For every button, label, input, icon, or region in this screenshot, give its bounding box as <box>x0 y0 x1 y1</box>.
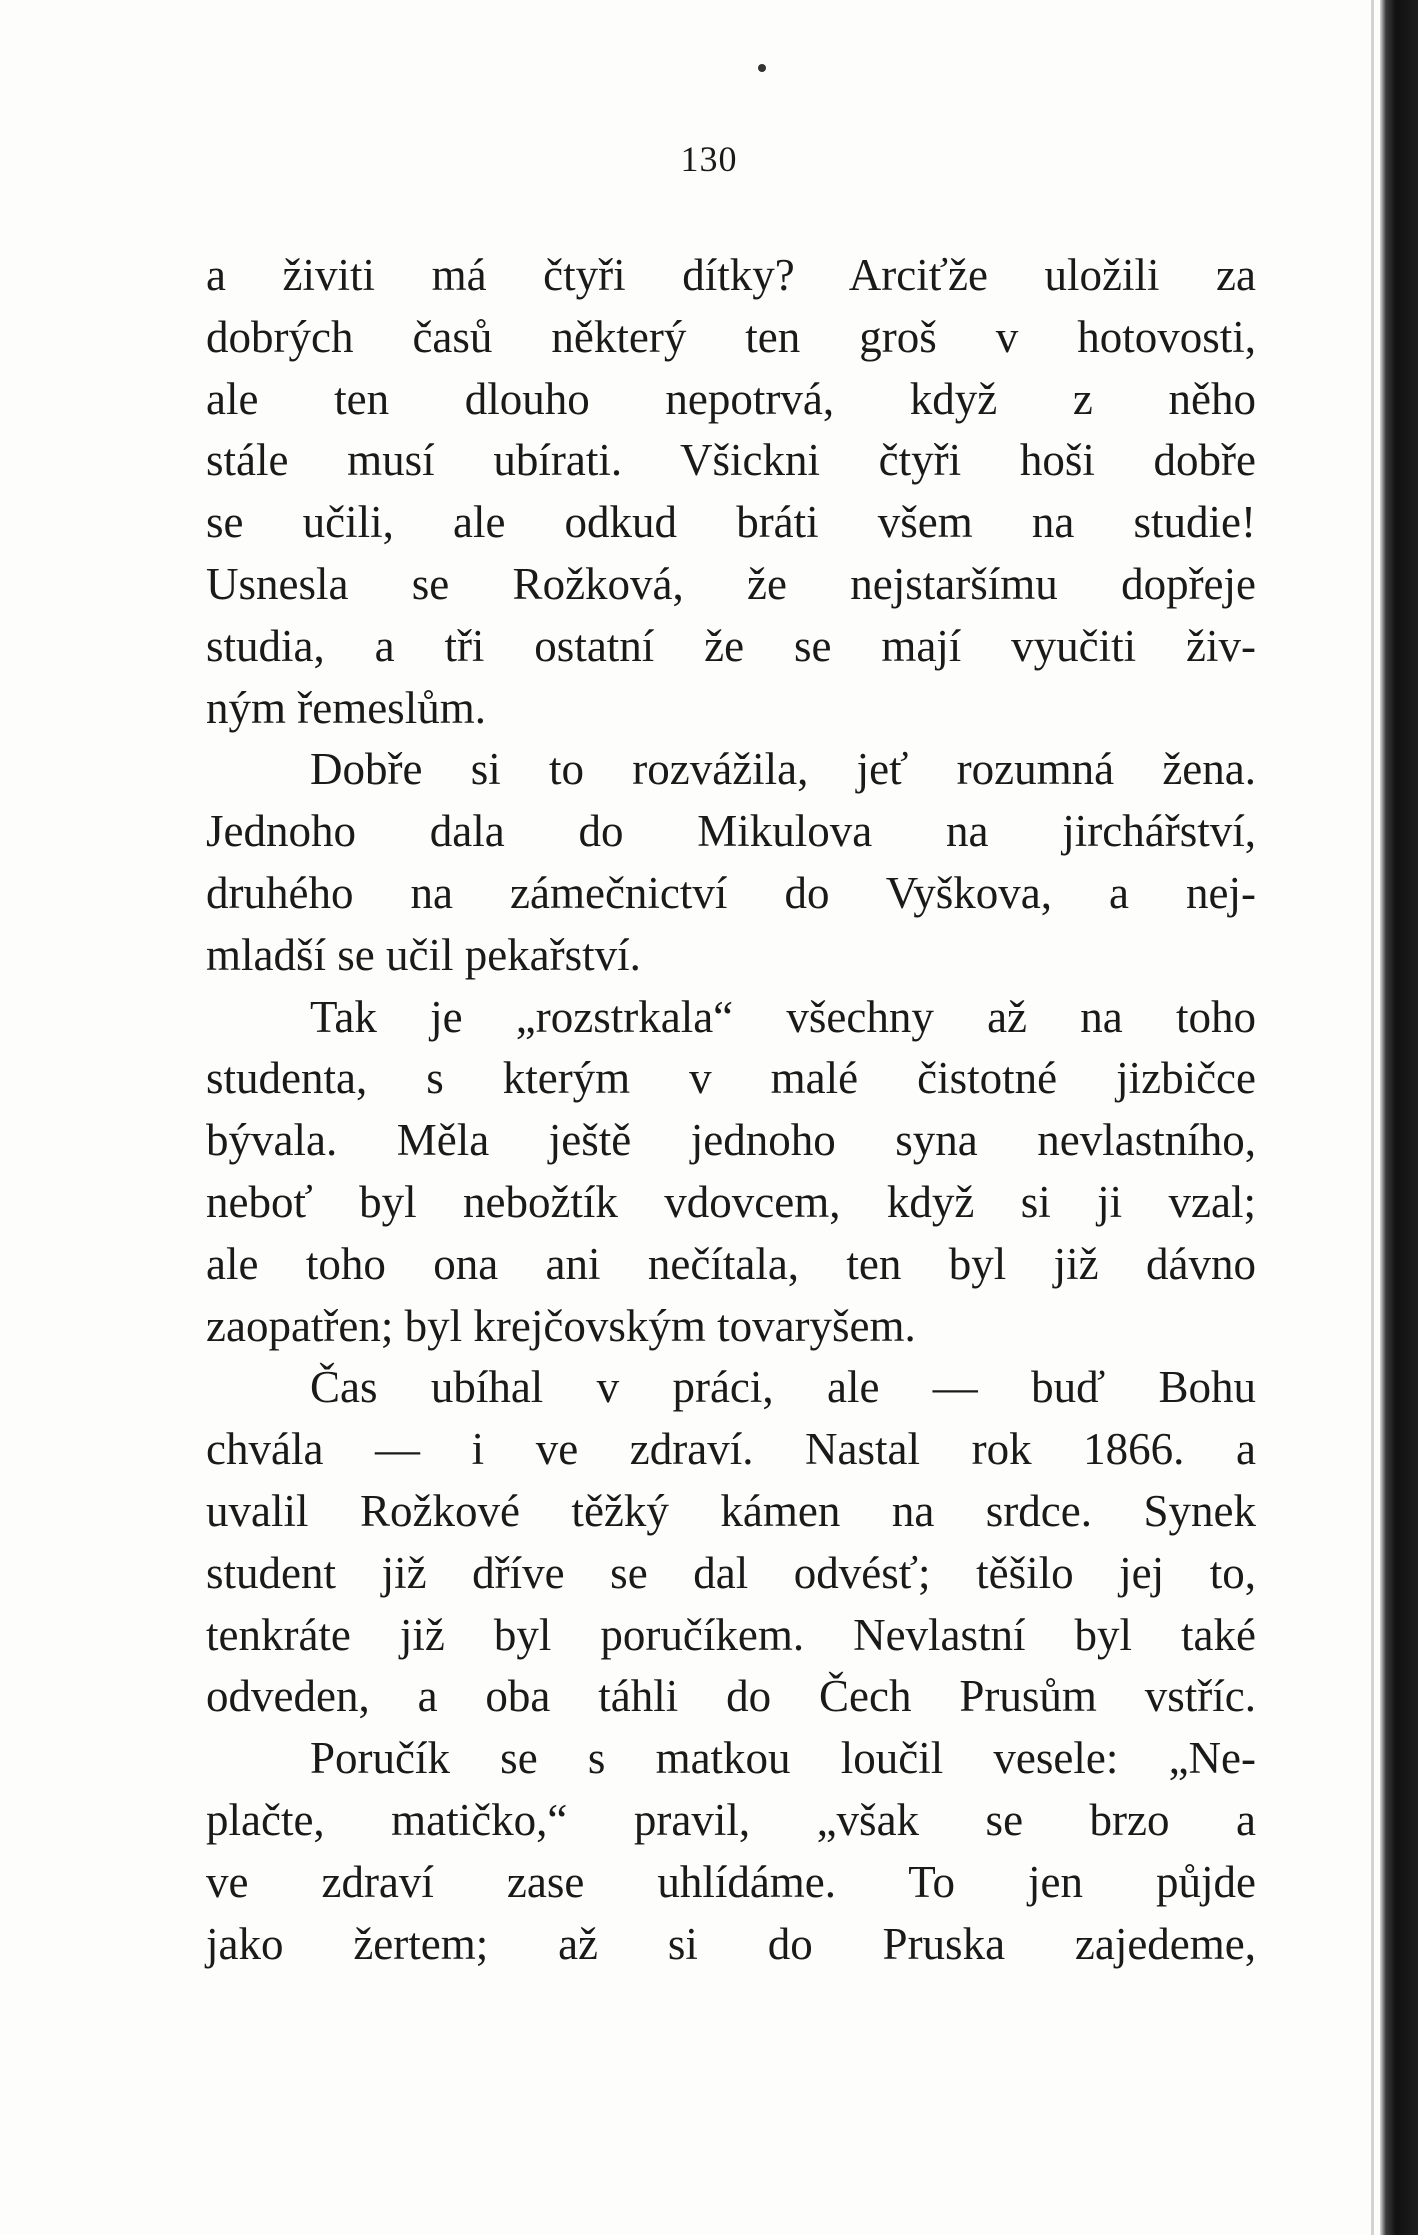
text-line: mladší se učil pekařství. <box>206 929 641 980</box>
body-text <box>206 245 1256 1975</box>
text-line: druhého na zámečnictví do Vyškova, a nej- <box>206 867 1256 918</box>
text-line: plačte, matičko,“ pravil, „však se brzo a <box>206 1794 1256 1845</box>
text-line: se učili, ale odkud bráti všem na studie! <box>206 497 1256 548</box>
text-line: chvála — i ve zdraví. Nastal rok 1866. a <box>206 1424 1256 1475</box>
text-line: studenta, s kterým v malé čistotné jizbičce <box>206 1053 1256 1104</box>
text-line: ale toho ona ani nečítala, ten byl již dávno <box>206 1238 1256 1289</box>
text-line: tenkráte již byl poručíkem. Nevlastní byl také <box>206 1609 1256 1660</box>
text-line: odveden, a oba táhli do Čech Prusům vstříc. <box>206 1671 1256 1722</box>
text-line: Jednoho dala do Mikulova na jirchářství, <box>206 806 1256 857</box>
text-line: stále musí ubírati. Všickni čtyři hoši dobře <box>206 435 1256 486</box>
text-line: ným řemeslům. <box>206 682 486 733</box>
text-line: Poručík se s matkou loučil vesele: „Ne- <box>310 1733 1256 1784</box>
page-fold-line <box>1371 0 1374 2235</box>
text-line: Usnesla se Rožková, že nejstaršímu dopřeje <box>206 558 1256 609</box>
book-edge <box>1380 0 1418 2235</box>
page-number: 130 <box>680 139 738 179</box>
text-line: zaopatřen; byl krejčovským tovaryšem. <box>206 1300 916 1351</box>
text-line: dobrých časů některý ten groš v hotovosti, <box>206 311 1256 362</box>
text-line: Tak je „rozstrkala“ všechny až na toho <box>310 991 1256 1042</box>
text-line: uvalil Rožkové těžký kámen na srdce. Synek <box>206 1485 1256 1536</box>
text-line: Čas ubíhal v práci, ale — buď Bohu <box>310 1362 1256 1413</box>
text-line: student již dříve se dal odvésť; těšilo jej to, <box>206 1547 1256 1598</box>
ink-speck <box>758 64 766 72</box>
text-line: a živiti má čtyři dítky? Arciťže uložili za <box>206 250 1256 300</box>
text-line: Dobře si to rozvážila, jeť rozumná žena. <box>310 744 1256 795</box>
text-line: studia, a tři ostatní že se mají vyučiti živ- <box>206 620 1256 671</box>
text-line: ve zdraví zase uhlídáme. To jen půjde <box>206 1856 1256 1907</box>
text-line: jako žertem; až si do Pruska zajedeme, <box>206 1918 1256 1969</box>
text-line: bývala. Měla ještě jednoho syna nevlastního, <box>206 1115 1256 1166</box>
text-line: ale ten dlouho nepotrvá, když z něho <box>206 373 1256 424</box>
text-line: neboť byl nebožtík vdovcem, když si ji vzal; <box>206 1176 1256 1227</box>
